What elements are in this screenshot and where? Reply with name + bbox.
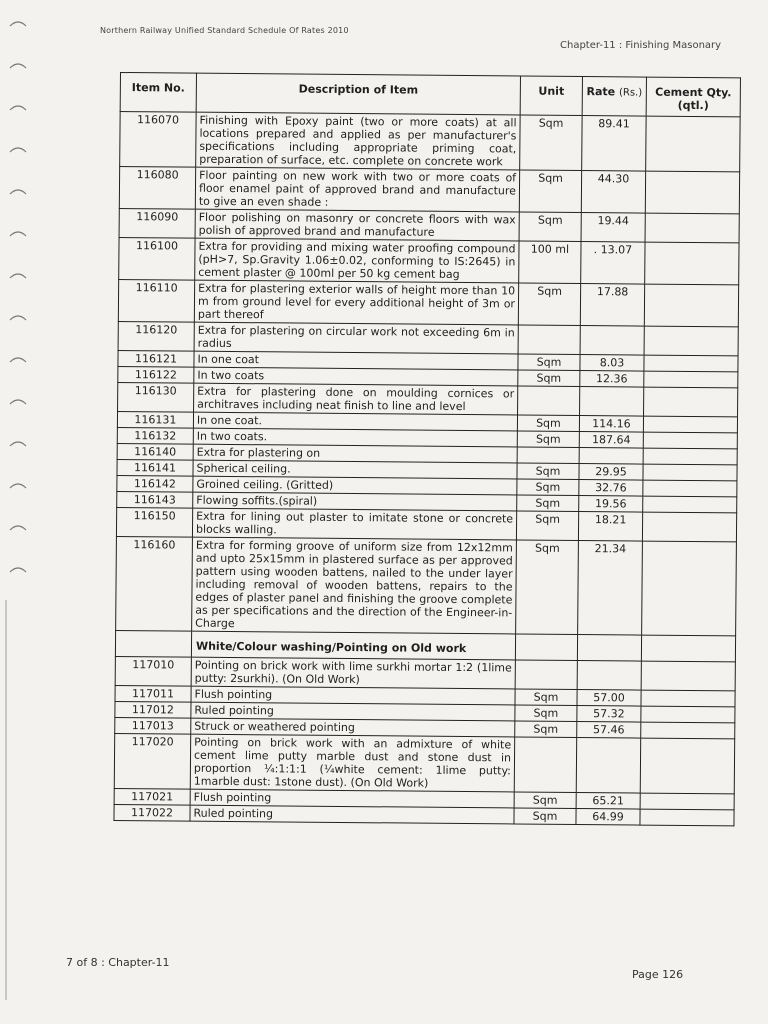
item-no-cell: 116070 <box>120 112 196 168</box>
rate-cell: 8.03 <box>580 355 644 372</box>
description-cell: Extra for plastering done on moulding cornices or architraves including neat finish to line and level <box>194 383 518 415</box>
unit-cell: Sqm <box>515 705 577 722</box>
unit-cell: Sqm <box>518 283 580 326</box>
item-no-cell: 116140 <box>117 443 193 460</box>
unit-cell: Sqm <box>516 511 578 541</box>
description-cell: In two coats. <box>193 428 517 447</box>
unit-cell: Sqm <box>517 431 579 448</box>
description-cell: In one coat <box>194 351 518 370</box>
footer-left: 7 of 8 : Chapter-11 <box>66 956 170 969</box>
description-cell: Groined ceiling. (Gritted) <box>193 476 517 495</box>
col-item-no: Item No. <box>120 73 196 113</box>
section-empty-cell <box>115 630 191 657</box>
rate-cell: 57.46 <box>577 722 641 739</box>
item-no-cell: 117022 <box>114 804 190 821</box>
item-no-cell: 117010 <box>115 656 191 686</box>
header-left: Northern Railway Unified Standard Schedule Of Rates 2010 <box>100 26 349 35</box>
rate-cell: 64.99 <box>576 809 640 826</box>
item-no-cell: 116080 <box>119 167 195 210</box>
item-no-cell: 116090 <box>119 208 195 238</box>
rate-cell: 57.00 <box>577 690 641 707</box>
rate-cell: 32.76 <box>579 480 643 497</box>
item-no-cell: 116142 <box>117 475 193 492</box>
cement-cell <box>641 661 735 691</box>
col-rate-unit: (Rs.) <box>618 87 643 99</box>
rate-cell <box>580 326 644 356</box>
item-no-cell: 117012 <box>115 701 191 718</box>
unit-cell <box>514 737 576 793</box>
description-cell: Floor polishing on masonry or concrete floors with wax polish of approved brand and manufacture <box>195 209 519 241</box>
cement-cell <box>641 722 735 739</box>
table-row <box>120 112 740 172</box>
rate-cell: 65.21 <box>576 793 640 810</box>
rate-cell <box>576 738 640 794</box>
unit-cell: Sqm <box>518 354 580 371</box>
unit-cell: Sqm <box>520 115 582 171</box>
description-cell: Flush pointing <box>190 789 514 808</box>
rate-cell: 29.95 <box>579 464 643 481</box>
rate-cell: 114.16 <box>579 416 643 433</box>
cement-cell <box>640 738 734 794</box>
item-no-cell: 116110 <box>118 279 194 322</box>
cement-cell <box>644 387 738 417</box>
section-empty-cell <box>577 635 641 662</box>
description-cell: Struck or weathered pointing <box>191 718 515 737</box>
unit-cell: Sqm <box>517 415 579 432</box>
rates-sheet <box>113 72 740 826</box>
unit-cell <box>518 386 580 416</box>
item-no-cell: 116150 <box>116 507 192 537</box>
unit-cell: Sqm <box>517 479 579 496</box>
rate-cell: 57.32 <box>577 706 641 723</box>
rate-cell <box>579 448 643 465</box>
rate-cell: . 13.07 <box>581 242 645 285</box>
section-empty-cell <box>515 634 577 661</box>
item-no-cell: 116131 <box>117 411 193 428</box>
item-no-cell: 117020 <box>114 733 190 789</box>
item-no-cell: 116141 <box>117 459 193 476</box>
table-row <box>119 237 739 284</box>
item-no-cell: 117011 <box>115 685 191 702</box>
cement-cell <box>644 355 738 372</box>
unit-cell <box>517 447 579 464</box>
col-rate-label: Rate <box>586 85 616 99</box>
cement-cell <box>644 371 738 388</box>
unit-cell: Sqm <box>514 808 576 825</box>
rates-table <box>113 72 741 826</box>
rate-cell: 12.36 <box>580 371 644 388</box>
cement-cell <box>643 448 737 465</box>
cement-cell <box>643 496 737 513</box>
item-no-cell: 116122 <box>118 366 194 383</box>
cement-cell <box>643 480 737 497</box>
rate-cell: 17.88 <box>580 284 644 327</box>
col-description: Description of Item <box>196 73 520 115</box>
description-cell: Flowing soffits.(spiral) <box>193 492 517 511</box>
cement-cell <box>642 541 737 636</box>
description-cell: Extra for plastering on circular work not exceeding 6m in radius <box>194 322 518 354</box>
rate-cell: 19.56 <box>579 496 643 513</box>
item-no-cell: 116130 <box>118 382 194 412</box>
binding-spiral <box>0 0 48 1024</box>
header-right: Chapter-11 : Finishing Masonary <box>560 40 722 51</box>
table-row <box>114 733 734 793</box>
cement-cell <box>643 464 737 481</box>
cement-cell <box>640 793 734 810</box>
description-cell: Extra for forming groove of uniform size from 12x12mm and upto 25x15mm in plastered surface as per approved pattern using wooden battens, nailed to the under layer including removal of wooden battens, repairs to the edges of plaster panel and finishing the groove complete as per specifications and the direction of the Engineer-in-Charge <box>192 537 517 634</box>
table-row <box>119 167 739 214</box>
item-no-cell: 116160 <box>116 536 193 631</box>
cement-cell <box>644 284 738 327</box>
rates-table-body <box>114 112 740 826</box>
description-cell: Pointing on brick work with an admixture of white cement lime putty marble dust and stone dust in proportion ¼:1:1:1 (¼white cement: 1lime putty: 1marble dust: 1stone dust). (On Old Work) <box>190 734 514 792</box>
cement-cell <box>643 432 737 449</box>
table-row <box>118 279 738 326</box>
description-cell: Extra for plastering on <box>193 444 517 463</box>
description-cell: Floor painting on new work with two or more coats of floor enamel paint of approved brand and manufacture to give an even shade : <box>195 167 519 212</box>
col-unit: Unit <box>520 76 582 116</box>
cement-cell <box>645 171 739 214</box>
item-no-cell: 117013 <box>115 717 191 734</box>
unit-cell: Sqm <box>518 370 580 387</box>
cement-cell <box>640 809 734 826</box>
section-empty-cell <box>641 635 735 662</box>
item-no-cell: 116120 <box>118 321 194 351</box>
description-cell: Flush pointing <box>191 686 515 705</box>
table-header-row <box>120 73 740 117</box>
unit-cell <box>515 660 577 690</box>
rate-cell: 187.64 <box>579 432 643 449</box>
unit-cell: Sqm <box>515 721 577 738</box>
item-no-cell: 116132 <box>117 427 193 444</box>
unit-cell: Sqm <box>516 540 579 635</box>
description-cell: In one coat. <box>193 412 517 431</box>
page-number: Page 126 <box>632 968 684 981</box>
cement-cell <box>646 116 740 172</box>
rate-cell: 21.34 <box>578 541 643 636</box>
description-cell: Ruled pointing <box>191 702 515 721</box>
section-title: White/Colour washing/Pointing on Old work <box>191 631 515 660</box>
unit-cell <box>518 325 580 355</box>
unit-cell: Sqm <box>517 463 579 480</box>
description-cell: Extra for providing and mixing water proofing compound (pH>7, Sp.Gravity 1.06±0.02, conforming to IS:2645) in cement plaster @ 100ml per 50 kg cement bag <box>195 238 519 283</box>
description-cell: Finishing with Epoxy paint (two or more coats) at all locations prepared and applied as per manufacturer's specifications including appropriate priming coat, preparation of surface, etc. complete on concrete work <box>196 112 520 170</box>
unit-cell: Sqm <box>514 792 576 809</box>
item-no-cell: 117021 <box>114 788 190 805</box>
rate-cell: 18.21 <box>578 512 642 542</box>
unit-cell: Sqm <box>519 170 581 213</box>
unit-cell: Sqm <box>517 495 579 512</box>
rate-cell <box>577 661 641 691</box>
description-cell: Extra for plastering exterior walls of height more than 10 m from ground level for every additional height of 3m or part thereof <box>194 280 518 325</box>
cement-cell <box>645 242 739 285</box>
rate-cell: 89.41 <box>582 116 646 172</box>
cement-cell <box>645 213 739 243</box>
item-no-cell: 116121 <box>118 350 194 367</box>
description-cell: Pointing on brick work with lime surkhi mortar 1:2 (1lime putty: 2surkhi). (On Old Work) <box>191 657 515 689</box>
description-cell: Extra for lining out plaster to imitate stone or concrete blocks walling. <box>192 508 516 540</box>
description-cell: In two coats <box>194 367 518 386</box>
unit-cell: Sqm <box>519 212 581 242</box>
cement-cell <box>643 416 737 433</box>
item-no-cell: 116143 <box>117 491 193 508</box>
cement-cell <box>641 690 735 707</box>
col-rate <box>582 77 646 117</box>
cement-cell <box>641 706 735 723</box>
cement-cell <box>642 512 736 542</box>
rate-cell: 19.44 <box>581 213 645 243</box>
unit-cell: 100 ml <box>519 241 581 284</box>
col-cement: Cement Qty.(qtl.) <box>646 77 740 117</box>
rate-cell: 44.30 <box>581 171 645 214</box>
unit-cell: Sqm <box>515 689 577 706</box>
rate-cell <box>580 387 644 417</box>
table-row <box>116 536 737 635</box>
item-no-cell: 116100 <box>119 237 195 280</box>
description-cell: Spherical ceiling. <box>193 460 517 479</box>
cement-cell <box>644 326 738 356</box>
description-cell: Ruled pointing <box>190 805 514 824</box>
